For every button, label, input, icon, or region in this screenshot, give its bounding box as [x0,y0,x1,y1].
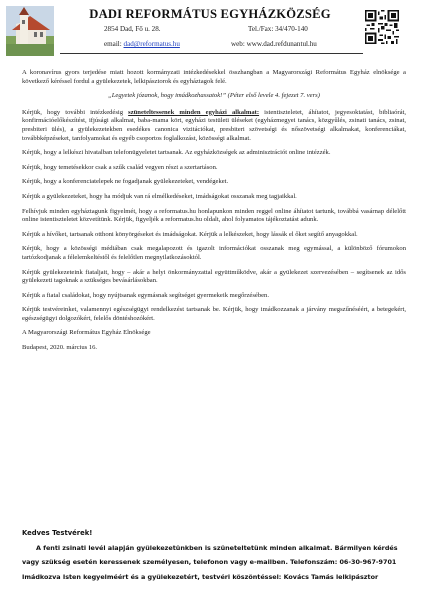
email-line [104,40,180,48]
note-line-1: A fenti zsinati levél alapján gyülekezetünkben is szüneteltetünk minden alkalmat. Bármilyen kérdés [36,543,398,552]
paragraph-home-prayer: Kérjük a hívőket, tartsanak otthoni könyörgéseket és imádságokat. Kérjük a lelkészeket, hogy lássák el őket segítő anyagokkal. [22,230,358,238]
emphasis-text: szüneteltessenek minden egyházi alkalmat: [128,108,260,116]
phone: Tel./Fax: 34/470-140 [248,25,308,33]
signature: A Magyarországi Református Egyház Elnöksége [22,329,151,337]
web-address: www.dad.refdunantul.hu [246,40,317,48]
date: Budapest, 2020. március 16. [22,344,98,352]
header-divider [60,53,363,54]
paragraph-youth: Kérjük gyülekezeteink fiataljait, hogy – akár a helyi önkormányzattal együttműködve, akár a gyülekezet szervezésében – segítsenek az idős gyülekezeti tagoknak a szükséges bevásárlásokban. [22,268,406,285]
greeting: Kedves Testvérek! [22,529,93,537]
note-line-2: vagy szükség esetén keressenek személyesen, telefonon vagy e-mailben. Telefonszám: 06-30-967-9701 [22,558,397,566]
qr-code[interactable] [365,10,399,44]
paragraph-text: istentiszteletet, áhítatot, jegyesoktatást, bibliaórát, konfirmációelőkészítést, ifjúsági alkalmat, baba-mama kört, egyházi testületi üléseket (egyházmegyei tanács, közgyűlés, zsinati tanács, zsinat, presbiteri ülés), a gyülekezetekben esedékes canonica vizitációkat, presbiteri szövetségi és nőszövetségi alkalmakat, konferenciákat, továbbképzéseket, tanfolyamokat és egyéb csoportos foglalkozást, közösségi alkalmat. [22,108,407,142]
email-link[interactable]: dad@reformatus.hu [123,40,180,48]
address: 2854 Dad, Fő u. 28. [104,25,161,33]
paragraph-office: Kérjük, hogy a lelkészi hivatalban telefonügyeletet tartsanak. Az egyházközségek az adminisztrációt online intézzék. [22,149,331,157]
paragraph-funerals: Kérjük, hogy temetésekkor csak a szűk család vegyen részt a szertartáson. [22,163,218,171]
page-title: DADI REFORMÁTUS EGYHÁZKÖZSÉG [89,7,331,21]
letter-body [22,69,406,359]
web-line [231,40,317,48]
paragraph-online-services: Felhívjuk minden egyháztagunk figyelmét, hogy a reformatus.hu honlapunkon minden reggel online áhítatot tartunk, továbbá vasárnap délelőtt online istentiszteletet közvetítünk. Kérjük, figyeljék a reformatus.hu oldalt, ahol folyamatos tájékoztatást adunk. [22,207,406,224]
paragraph-meditations: Kérjük a gyülekezeteket, hogy ha módjuk van rá elmélkedéseket, imádságokat osszanak meg tagjaikkal. [22,192,297,200]
paragraph-health: Kérjük testvéreinket, valamennyi egészségügyi rendelkezést tartsanak be. Kérjük, hogy imádkozzanak a járvány megszűnéséért, a betegekért, egészségügyi dolgozókért, felelős döntéshozókért. [22,306,406,322]
paragraph-families: Kérjük a fiatal családokat, hogy nyújtsanak egymásnak segítséget gyermekeik megőrzésében. [22,291,269,299]
paragraph-conference-sites: Kérjük, hogy a konferenciatelepek ne fogadjanak gyülekezeteket, vendégeket. [22,178,229,186]
intro-paragraph: A koronavírus gyors terjedése miatt hozott kormányzati intézkedésekkel összhangban a Magyarországi Református Egyház elnöksége a következő kéréssel fordul a gyülekezetek, lelkipásztorok és egyháztagok felé. [22,69,406,85]
church-logo [6,6,54,56]
note-line-3: Imádkozva Isten kegyelméért és a gyülekezetért, testvéri köszöntéssel: Kovács Tamás lelkipásztor [22,572,379,581]
local-note [22,526,412,584]
paragraph-social-media: Kérjük, hogy a közösségi médiában csak megalapozott és igazolt információkat osszanak meg egymással, a különböző fórumokon tartózkodjanak a félelemkeltéstől és felelőtlen megnyilatkozásoktól. [22,245,406,261]
paragraph-suspension [22,109,406,143]
email-label: email: [104,40,122,48]
web-label: web: [231,40,245,48]
paragraph-text: Kérjük, hogy további intézkedésig [22,108,129,116]
bible-quote: „Legyetek józanok, hogy imádkozhassatok!” (Péter első levele 4. fejezet 7. vers) [108,92,320,100]
